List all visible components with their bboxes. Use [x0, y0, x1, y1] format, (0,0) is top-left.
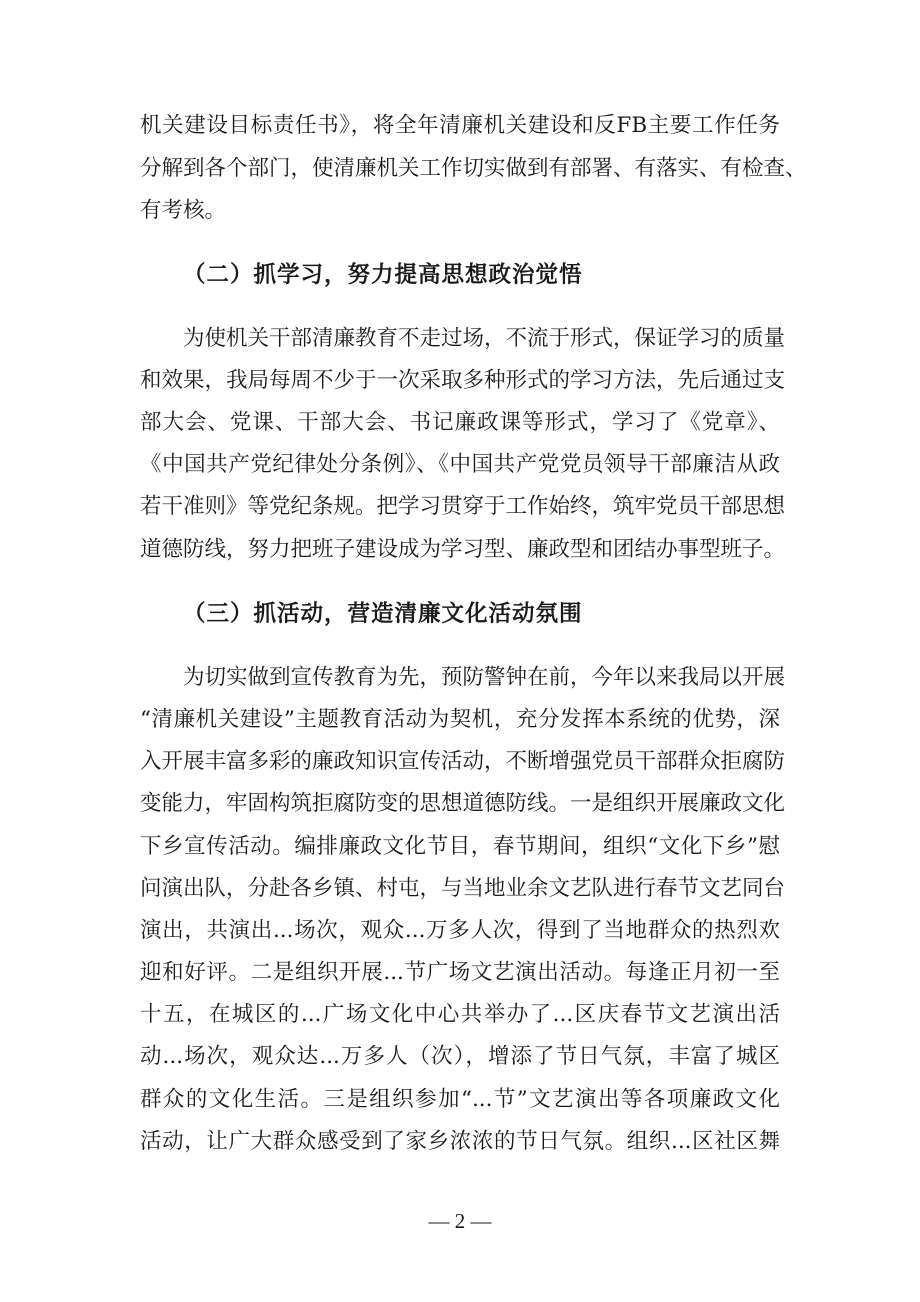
paragraph-line: 十五，在城区的...广场文化中心共举办了...区庆春节文艺演出活 — [140, 1002, 780, 1027]
paragraph-line: 问演出队，分赴各乡镇、村屯，与当地业余文艺队进行春节文艺同台 — [140, 876, 786, 901]
paragraph-line: 为切实做到宣传教育为先，预防警钟在前，今年以来我局以开展 — [183, 665, 786, 690]
paragraph-line: 动...场次，观众达...万多人（次），增添了节日气氛，丰富了城区 — [140, 1044, 780, 1069]
paragraph-line: 道德防线，努力把班子建设成为学习型、廉政型和团结办事型班子。 — [140, 537, 786, 562]
paragraph-line: 迎和好评。二是组织开展...节广场文艺演出活动。每逢正月初一至 — [140, 960, 780, 985]
paragraph-line: 和效果，我局每周不少于一次采取多种形式的学习方法，先后通过支 — [140, 368, 786, 393]
page-number: — 2 — — [428, 1209, 492, 1233]
paragraph-line: 机关建设目标责任书》，将全年清廉机关建设和反FB主要工作任务 — [140, 113, 780, 138]
paragraph-line: 部大会、党课、干部大会、书记廉政课等形式，学习了《党章》、 — [140, 410, 780, 435]
paragraph-line: 下乡宣传活动。编排廉政文化节目，春节期间，组织“文化下乡”慰 — [140, 834, 780, 859]
section-heading: （二）抓学习，努力提高思想政治觉悟 — [183, 262, 583, 288]
section-heading: （三）抓活动，营造清廉文化活动氛围 — [183, 601, 583, 627]
paragraph-line: 入开展丰富多彩的廉政知识宣传活动，不断增强党员干部群众拒腐防 — [140, 749, 786, 774]
paragraph-line: 《中国共产党纪律处分条例》、《中国共产党党员领导干部廉洁从政 — [140, 452, 780, 477]
paragraph-line: “清廉机关建设”主题教育活动为契机，充分发挥本系统的优势，深 — [140, 707, 780, 732]
paragraph-line: 有考核。 — [140, 198, 227, 223]
paragraph-line: 变能力，牢固构筑拒腐防变的思想道德防线。一是组织开展廉政文化 — [140, 791, 786, 816]
paragraph-line: 活动，让广大群众感受到了家乡浓浓的节日气氛。组织...区社区舞 — [140, 1129, 780, 1154]
paragraph-line: 群众的文化生活。三是组织参加“...节”文艺演出等各项廉政文化 — [140, 1087, 780, 1112]
paragraph-line: 若干准则》等党纪条规。把学习贯穿于工作始终，筑牢党员干部思想 — [140, 494, 786, 519]
paragraph-line: 为使机关干部清廉教育不走过场，不流于形式，保证学习的质量 — [183, 326, 786, 351]
paragraph-line: 演出，共演出...场次，观众...万多人次，得到了当地群众的热烈欢 — [140, 918, 780, 943]
paragraph-line: 分解到各个部门，使清廉机关工作切实做到有部署、有落实、有检查、 — [140, 156, 807, 181]
